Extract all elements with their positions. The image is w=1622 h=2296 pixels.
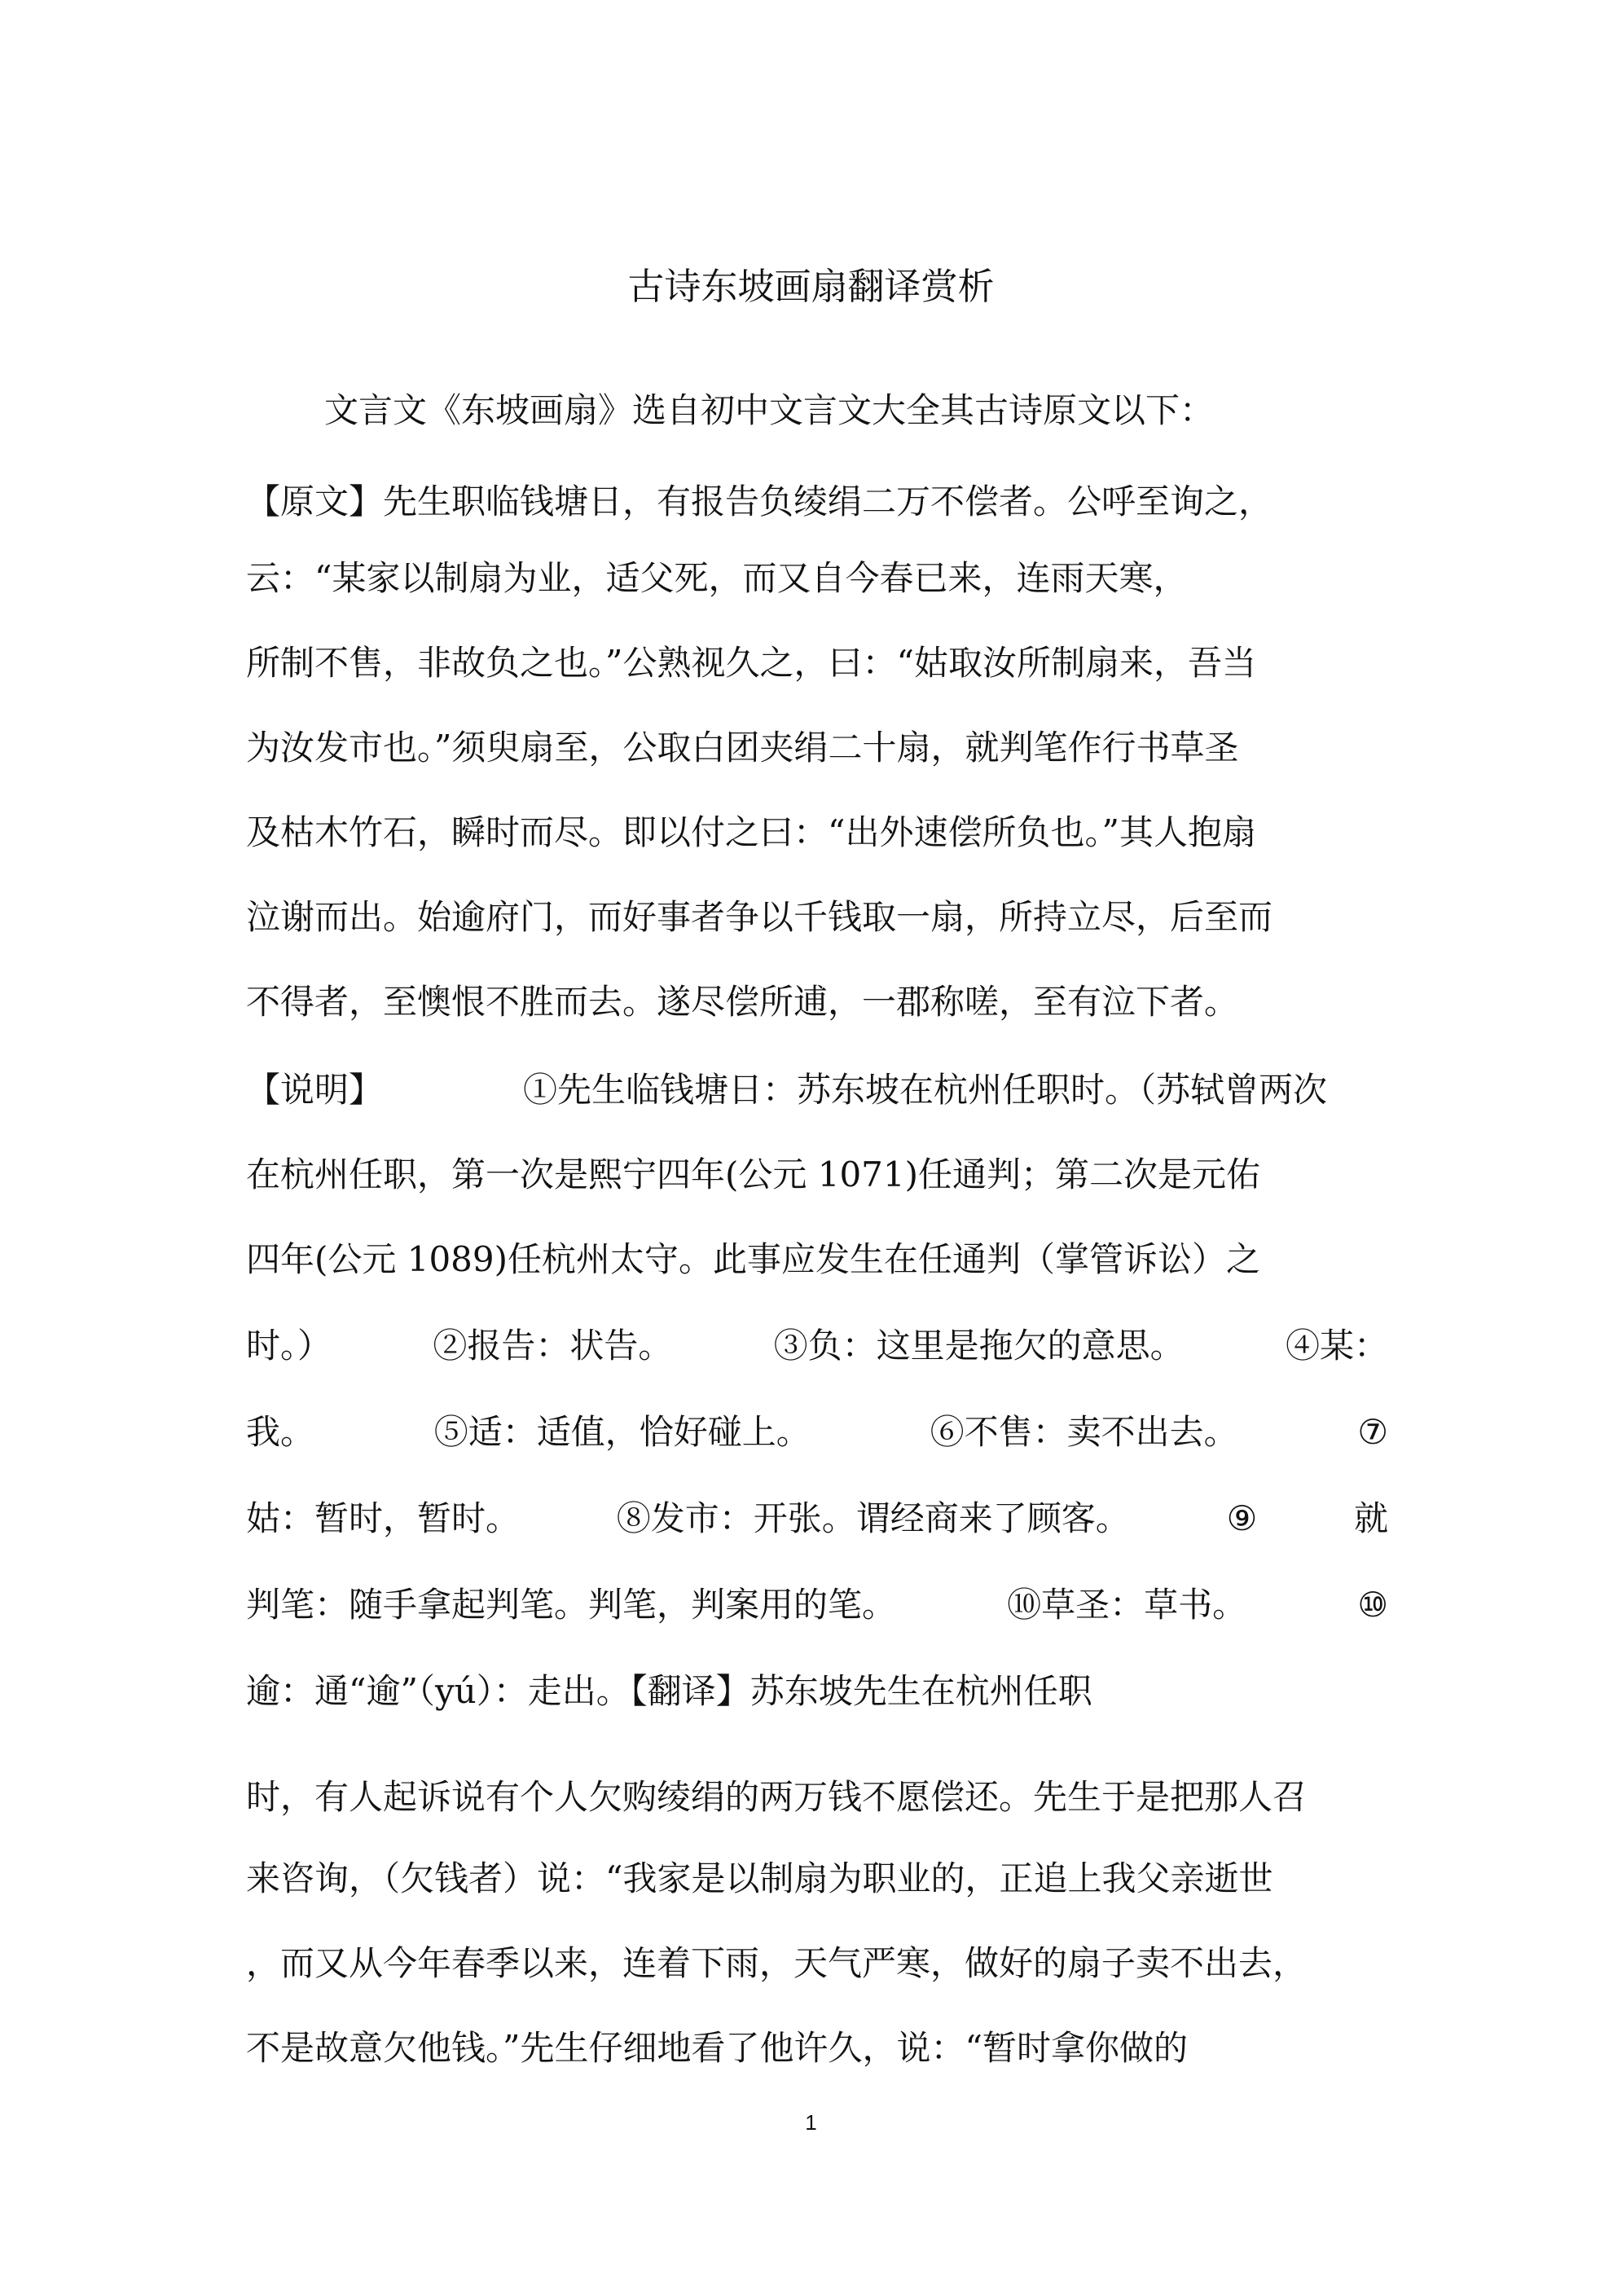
translation-line: 来咨询，（欠钱者）说：“我家是以制扇为职业的，正追上我父亲逝世 xyxy=(246,1858,1273,1898)
note-line: 四年(公元 1089)任杭州太守。此事应发生在任通判（掌管诉讼）之 xyxy=(246,1239,1261,1279)
note-item: 就 xyxy=(1353,1498,1388,1538)
notes-heading: 【说明】 xyxy=(246,1070,384,1110)
original-text-line: 所制不售，非故负之也。”公熟视久之，曰：“姑取汝所制扇来，吾当 xyxy=(246,643,1256,683)
note-line: 逾：通“逾”（yú）：走出。【翻译】苏东坡先生在杭州任职 xyxy=(246,1671,1092,1711)
note-item: ①先生临钱塘日：苏东坡在杭州任职时。（苏轼曾两次 xyxy=(523,1070,1328,1110)
note-item: 姑：暂时，暂时。 xyxy=(246,1498,521,1538)
translation-line: ，而又从今年春季以来，连着下雨，天气严寒，做好的扇子卖不出去， xyxy=(246,1943,1308,1983)
note-row xyxy=(246,1581,1388,1630)
note-row xyxy=(246,1322,1388,1370)
note-row xyxy=(246,1408,1388,1457)
translation-line: 不是故意欠他钱。”先生仔细地看了他许久，说：“暂时拿你做的 xyxy=(246,2028,1188,2068)
note-item: 判笔：随手拿起判笔。判笔，判案用的笔。 xyxy=(246,1585,897,1625)
translation-line: 时，有人起诉说有个人欠购绫绢的两万钱不愿偿还。先生于是把那人召 xyxy=(246,1777,1308,1817)
note-item: ⑨ xyxy=(1226,1498,1258,1538)
note-item: ②报告：状告。 xyxy=(433,1326,673,1366)
note-item: ⑦ xyxy=(1357,1412,1388,1452)
note-item: ⑩ xyxy=(1357,1585,1388,1625)
original-text-line: 不得者，至懊恨不胜而去。遂尽偿所逋，一郡称嗟，至有泣下者。 xyxy=(246,982,1239,1022)
note-line: 在杭州任职，第一次是熙宁四年(公元 1071)任通判；第二次是元佑 xyxy=(246,1155,1261,1194)
note-item: ⑧发市：开张。谓经商来了顾客。 xyxy=(616,1498,1130,1538)
note-row xyxy=(246,1494,1388,1543)
note-item: ⑥不售：卖不出去。 xyxy=(930,1412,1238,1452)
original-text-line: 云：“某家以制扇为业，适父死，而又自今春已来，连雨天寒， xyxy=(246,558,1188,598)
note-item: ④某： xyxy=(1285,1326,1388,1366)
original-text-line: 【原文】先生职临钱塘日，有报告负绫绢二万不偿者。公呼至询之， xyxy=(246,482,1273,521)
note-item: ⑩草圣：草书。 xyxy=(1007,1585,1247,1625)
page-number: 1 xyxy=(805,2110,817,2135)
original-text-line: 及枯木竹石，瞬时而尽。即以付之曰：“出外速偿所负也。”其人抱扇 xyxy=(246,812,1256,852)
page-title: 古诗东坡画扇翻译赏析 xyxy=(627,265,995,308)
intro-paragraph: 文言文《东坡画扇》选自初中文言文大全其古诗原文以下： xyxy=(324,390,1215,430)
original-text-line: 泣谢而出。始逾府门，而好事者争以千钱取一扇，所持立尽，后至而 xyxy=(246,897,1273,937)
note-item: 时。） xyxy=(246,1326,332,1366)
note-item: ③负：这里是拖欠的意思。 xyxy=(773,1326,1185,1366)
original-text-line: 为汝发市也。”须臾扇至，公取白团夹绢二十扇，就判笔作行书草圣 xyxy=(246,728,1239,768)
note-item: 我。 xyxy=(246,1412,315,1452)
note-item: ⑤适：适值，恰好碰上。 xyxy=(433,1412,811,1452)
